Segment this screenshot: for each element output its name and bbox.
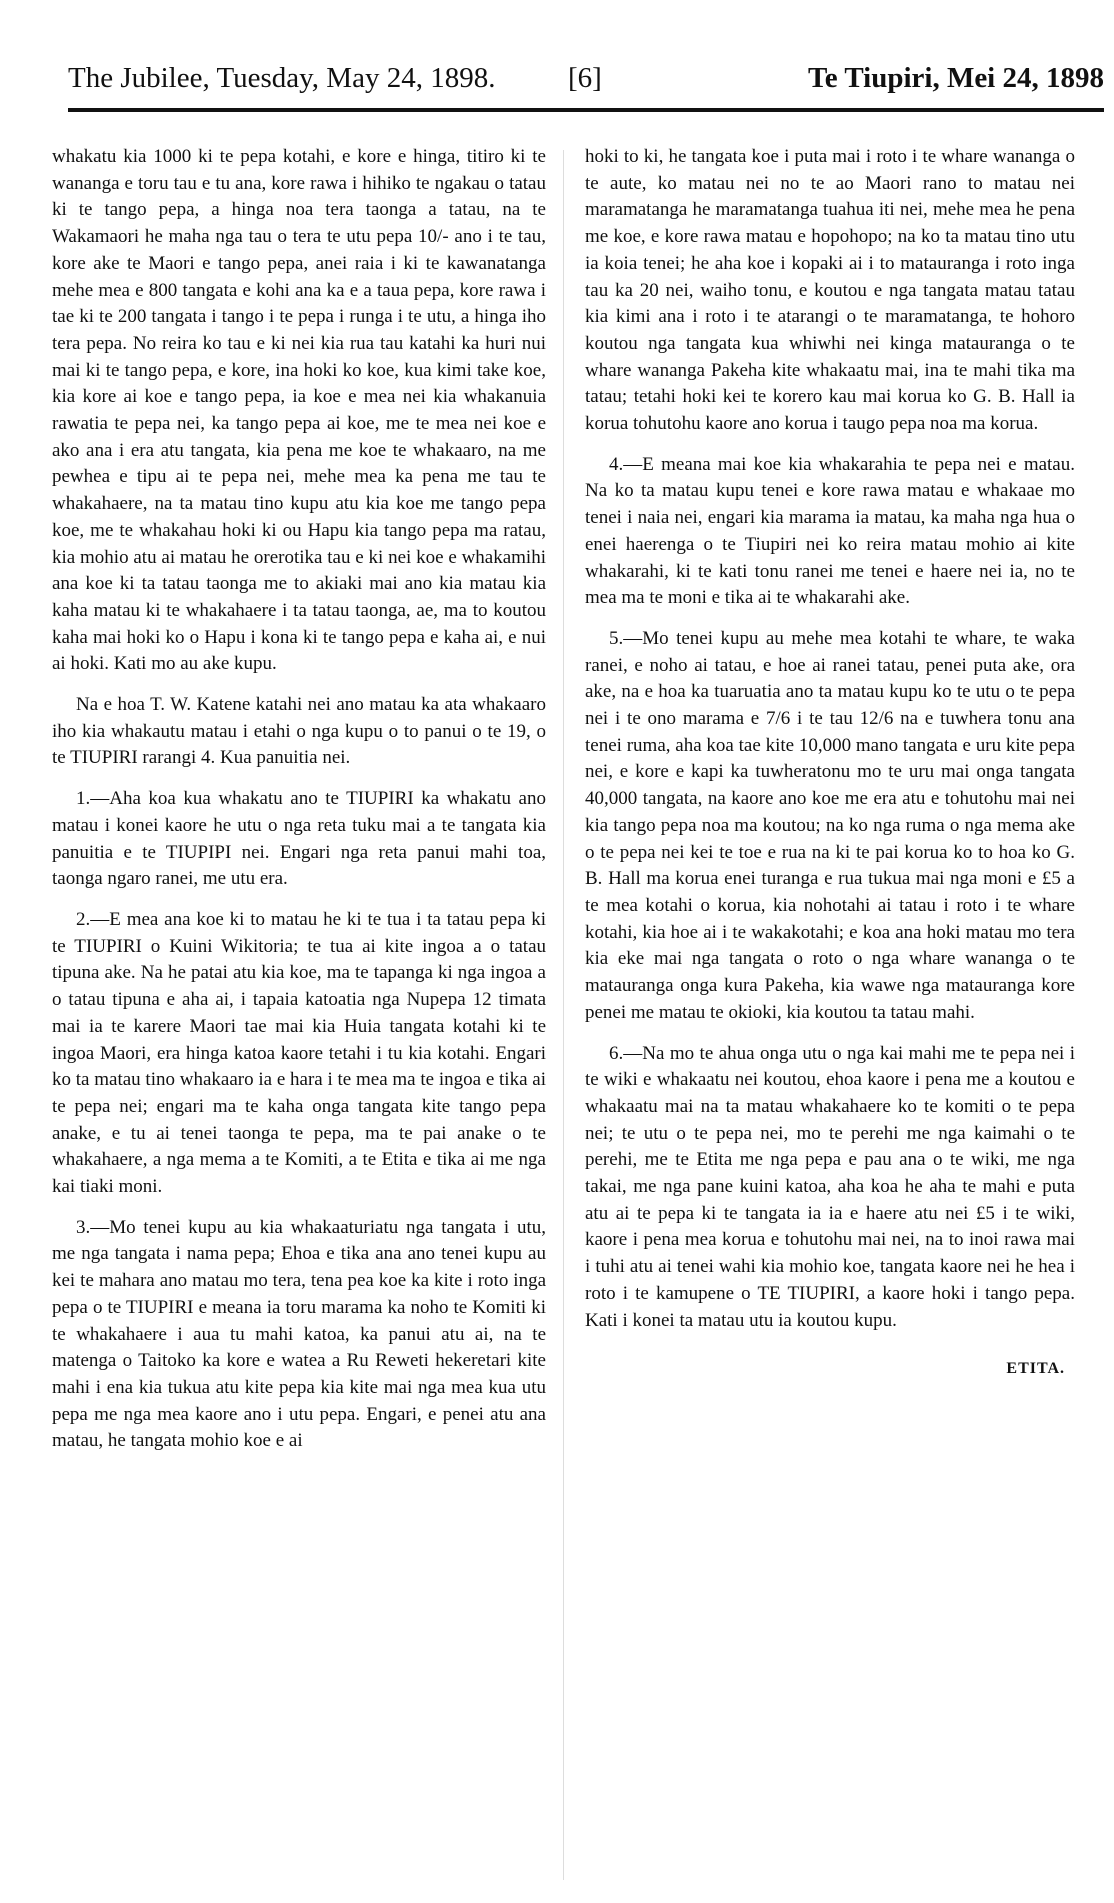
header-english-title: The Jubilee, Tuesday, May 24, 1898. [68, 62, 496, 94]
left-paragraph-1: whakatu kia 1000 ki te pepa kotahi, e kore e hinga, titiro ki te wananga e toru tau e tu ana, kore rawa i hihiko te ngakau o tatau ki te tango pepa, a hinga noa tera taonga a tatau, na te Wakamaori he maha nga tau o tera te utu pepa 10/- ano i te tau, kore ake te Maori e tango pepa, anei raia i ki te kawanatanga mehe mea e 800 tangata e kohi ana ka e a taua pepa, kore rawa i tae ki te 200 tangata i tango i te pepa i runga i te utu, a hinga iho tera pepa. No reira ko tau e ki nei kia rua tau katahi ka huri nui mai ki te tango pepa, e kore, ina hoki ko koe, kua kimi take koe, kia kore ai koe e tango pepa, ia koe e mea nei kia whakanuia rawatia te pepa nei, ka tango pepa ai koe, me te mea nei koe e ako ana i era atu tangata, kia pena me koe te whakaaro, na me pewhea e tipu ai te pepa nei, mehe mea ka pena me tau te whakahaere, na ta matau tino kupu atu kia koe me tango pepa koe, me te whakahau hoki ki ou Hapu kia tango pepa ma ratau, kia mohio atu ai matau he orerotika tau e ki nei koe e whakamihi ana koe ki ta tatau taonga me to akiaki mai ano kia matau kia kaha matau ki te whakahaere i ta tatau taonga, ae, ma to koutou kaha mai hoki ko o Hapu i kona ki te tango pepa e kaha ai, e nui ai hoki. Kati mo au ake kupu. [52, 146, 546, 675]
right-paragraph-1: hoki to ki, he tangata koe i puta mai i roto i te whare wananga o te aute, ko matau nei no te ao Maori rano to matau nei maramatanga he maramatanga tuahua iti nei, mehe mea he pena me koe, e kore rawa matau e hopohopo; na ko ta matau tino utu ia koia tenei; he aha koe i kopaki ai i to matauranga i roto inga tau ka 20 nei, waiho tonu, e koutou e nga tangata matau tatau kia kimi ana i roto i te atarangi o te maramatanga, te hohoro koutou nga tangata kua whiwhi nei kinga matauranga o te whare wananga Pakeha kite whakaatu mai, ina te mahi tika ma tatau; tetahi hoki kei te korero kau mai korua ko G. B. Hall ia korua tohutohu kaore ano korua i taugo pepa noa ma korua. [585, 146, 1075, 435]
left-paragraph-4: 2.—E mea ana koe ki to matau he ki te tua i ta tatau pepa ki te TIUPIRI o Kuini Wikitoria; te tua ai kite ingoa a o tatau tipuna ake. Na he patai atu kia koe, ma te tapanga ki nga ingoa a o tatau tipuna e aha ai, i tapaia katoatia nga Nupepa 12 timata mai ia te karere Maori tae mai kia Huia tangata kotahi ki te ingoa Maori, era hinga katoa kaore tetahi i tu kia kotahi. Engari ko ta matau tino whakaaro ia e hara i te mea ma te ingoa e tika ai te pepa nei; engari ma te kaha onga tangata kite tango pepa anake, e tu ai tenei taonga te pepa, ma te pai anake o te whakahaere, a nga mema a te Komiti, a te Etita e tika ai me nga kai tiaki moni. [52, 908, 546, 1198]
right-paragraph-4: 6.—Na mo te ahua onga utu o nga kai mahi me te pepa nei i te wiki e whakaatu nei koutou, ehoa kaore i pena me a koutou e whakaatu mai na ta matau whakahaere ko te komiti o te pepa nei; te utu o te pepa nei, mo te perehi me nga kaimahi o te perehi, me te Etita me nga pepa e pau ana o te wiki, me nga takai, me nga pane kuini katoa, aha koa he aha te mahi e puta atu ai te pepa ki te tangata ia ia e haere atu nei £5 i te wiki, kaore i pena mea korua e tohutohu mai nei, na to inoi rawa mai i tuhi atu ai tenei wahi kia mohio koe, tangata kaore nei he hea i roto i te kamupene o TE TIUPIRI, a kaore hoki i tango pepa. Kati i konei ta matau utu ia koutou kupu. [585, 1042, 1075, 1331]
page-header [68, 50, 1104, 110]
page-number: [6] [568, 62, 602, 94]
header-rule [68, 108, 1104, 112]
left-paragraph-5: 3.—Mo tenei kupu au kia whakaaturiatu nga tangata i utu, me nga tangata i nama pepa; Ehoa e tika ana ano tenei kupu au kei te mahara ano matau mo tera, tena pea koe ka kite i roto inga pepa o te TIUPIRI e meana ia toru marama ka noho te Komiti ki te whakahaere i aua tu mahi katoa, ka panui atu ai, na te matenga o Taitoko ka kore e watea a Ru Reweti hekeretari kite mahi i ena kia tukua atu kite pepa kia kite mai nga mea kua utu pepa me nga mea kaore ano i utu pepa. Engari, e penei atu ana matau, he tangata mohio koe e ai [52, 1216, 546, 1452]
left-column [52, 144, 546, 1469]
header-maori-title: Te Tiupiri, Mei 24, 1898 [808, 62, 1104, 94]
column-divider [563, 150, 564, 1880]
right-column [585, 144, 1075, 1397]
right-paragraph-3: 5.—Mo tenei kupu au mehe mea kotahi te whare, te waka ranei, e noho ai tatau, e hoe ai ranei tatau, penei puta ake, ora ake, na e hoa ka tuaruatia ano ta matau kupu ko te utu o te pepa nei i te ono marama e 7/6 i te tau 12/6 na e tuwhera tonu ana tenei ruma, aha koa tae kite 10,000 mano tangata e uru kite pepa nei, e kore e kapi ka tuwheratonu mo te uru mai onga tangata 40,000 tangata, na kaore ano koe me era atu e tohutohu mai nei kia tango pepa noa ma koutou; na ko nga ruma o nga mema ake o te pepa nei kei te toe e rua na ki te pai korua ko to hoa ko G. B. Hall ma korua enei turanga e rua tukua mai nga moni e £5 a te mea kotahi o korua, kia nohotahi ai tatau i roto i te whare kotahi, kia hoe ai i te wakakotahi; e koa ana hoki matau mo tera kia eke mai nga tangata o roto o nga whare wananga o te matauranga onga kura Pakeha, kia wawe nga matauranga kore penei me matau te okioki, kia koutou ta tatau mahi. [585, 627, 1075, 1023]
right-paragraph-2: 4.—E meana mai koe kia whakarahia te pepa nei e matau. Na ko ta matau kupu tenei e kore rawa matau e whakaae mo tenei i naia nei, engari kia marama ia matau, ka maha nga hua o enei haerenga o te Tiupiri nei ko reira matau mohio ai kite whakarahi, ki te kati tonu ranei me tenei e haere nei ia, no te mea ma te moni e tika ai te whakarahi ake. [585, 453, 1075, 609]
editor-signature: ETITA. [1006, 1360, 1065, 1378]
left-paragraph-2: Na e hoa T. W. Katene katahi nei ano matau ka ata whakaaro iho kia whakautu matau i etahi o nga kupu o to panui o te 19, o te TIUPIRI rarangi 4. Kua panuitia nei. [52, 694, 546, 769]
left-paragraph-3: 1.—Aha koa kua whakatu ano te TIUPIRI ka whakatu ano matau i konei kaore he utu o nga reta tuku mai a te tangata kia panuitia e te TIUPIPI nei. Engari nga reta panui mahi toa, taonga ngaro ranei, me utu era. [52, 788, 546, 890]
